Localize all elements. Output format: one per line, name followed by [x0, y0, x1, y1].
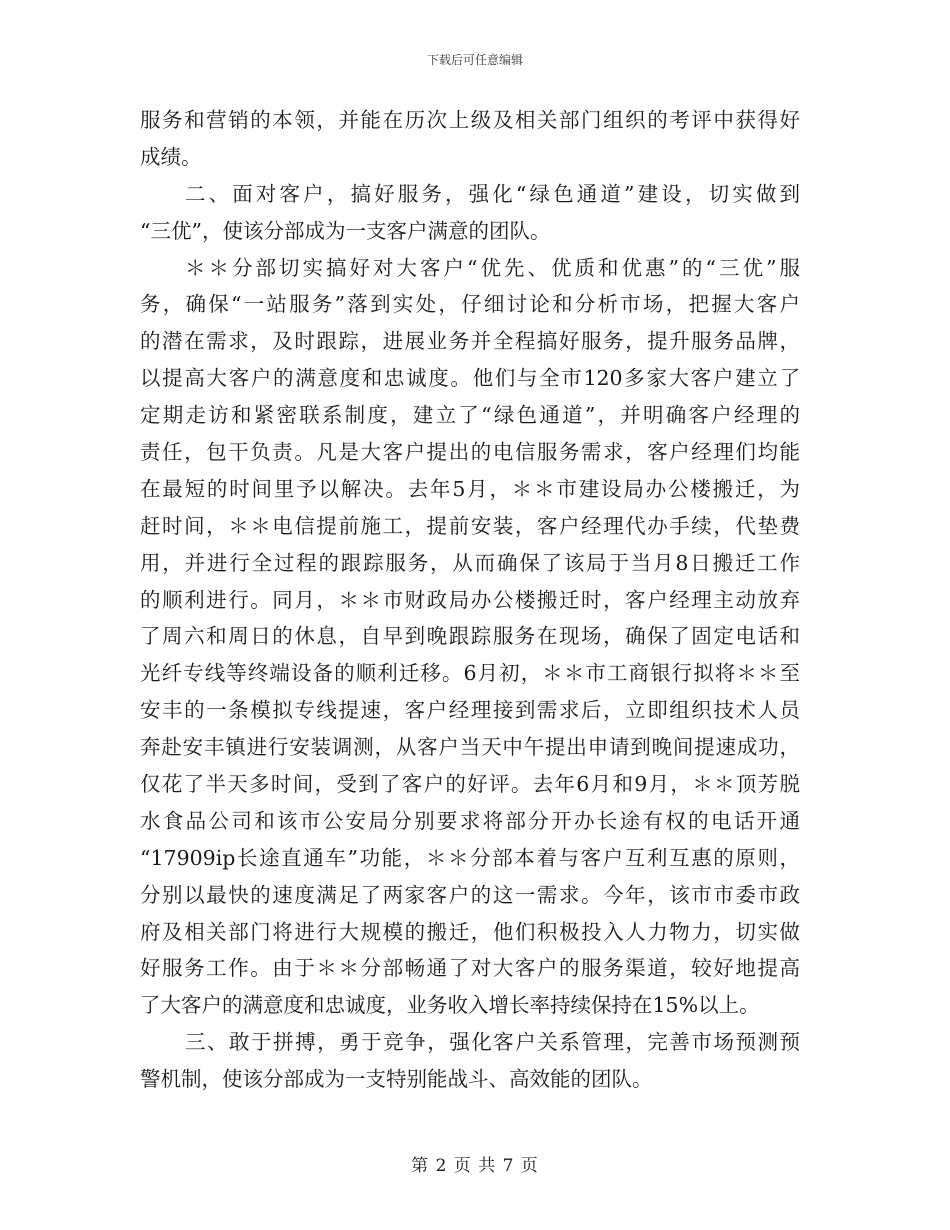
text-line: 用，并进行全过程的跟踪服务，从而确保了该局于当月8日搬迁工作 [140, 550, 800, 575]
page-header-note: 下载后可任意编辑 [426, 53, 523, 67]
text-line: 警机制，使该分部成为一支特别能战斗、高效能的团队。 [140, 1067, 653, 1092]
text-line: 二、面对客户，搞好服务，强化“绿色通道”建设，切实做到 [185, 181, 800, 206]
text-line: 服务和营销的本领，并能在历次上级及相关部门组织的考评中获得好 [140, 108, 800, 132]
text-line: 仅花了半天多时间，受到了客户的好评。去年6月和9月，＊＊顶芳脱 [140, 772, 800, 797]
text-line: 成绩。 [140, 144, 202, 169]
text-line: 分别以最快的速度满足了两家客户的这一需求。今年，该市市委市政 [140, 882, 800, 907]
text-line: 奔赴安丰镇进行安装调测，从客户当天中午提出申请到晚间提速成功， [140, 735, 800, 760]
text-line: 光纤专线等终端设备的顺利迁移。6月初，＊＊市工商银行拟将＊＊至 [140, 661, 800, 686]
text-line: 以提高大客户的满意度和忠诚度。他们与全市120多家大客户建立了 [140, 366, 800, 391]
text-line: 水食品公司和该市公安局分别要求将部分开办长途有权的电话开通 [140, 808, 800, 833]
text-line: 定期走访和紧密联系制度，建立了“绿色通道”，并明确客户经理的 [140, 403, 800, 428]
document-body [140, 102, 800, 1098]
text-line: “17909ip长途直通车”功能，＊＊分部本着与客户互利互惠的原则， [140, 845, 800, 870]
text-line: 责任，包干负责。凡是大客户提出的电信服务需求，客户经理们均能 [140, 440, 800, 465]
text-line: 赶时间，＊＊电信提前施工，提前安装，客户经理代办手续，代垫费 [140, 513, 800, 538]
text-line: 三、敢于拼搏，勇于竞争，强化客户关系管理，完善市场预测预 [185, 1030, 800, 1055]
text-line: “三优”，使该分部成为一支客户满意的团队。 [140, 218, 551, 243]
text-line: 府及相关部门将进行大规模的搬迁，他们积极投入人力物力，切实做 [140, 919, 800, 944]
text-line: ＊＊分部切实搞好对大客户“优先、优质和优惠”的“三优”服 [185, 255, 800, 280]
text-line: 安丰的一条模拟专线提速，客户经理接到需求后，立即组织技术人员 [140, 698, 800, 723]
text-line: 务，确保“一站服务”落到实处，仔细讨论和分析市场，把握大客户 [140, 292, 800, 317]
text-line: 好服务工作。由于＊＊分部畅通了对大客户的服务渠道，较好地提高 [140, 956, 800, 981]
text-line: 了大客户的满意度和忠诚度，业务收入增长率持续保持在15%以上。 [140, 993, 760, 1018]
page-number: 第 2 页 共 7 页 [411, 1156, 539, 1176]
text-line: 了周六和周日的休息，自早到晚跟踪服务在现场，确保了固定电话和 [140, 624, 800, 649]
text-line: 在最短的时间里予以解决。去年5月，＊＊市建设局办公楼搬迁，为 [140, 476, 800, 501]
text-line: 的潜在需求，及时跟踪，进展业务并全程搞好服务，提升服务品牌， [140, 329, 800, 354]
text-line: 的顺利进行。同月，＊＊市财政局办公楼搬迁时，客户经理主动放弃 [140, 587, 800, 612]
